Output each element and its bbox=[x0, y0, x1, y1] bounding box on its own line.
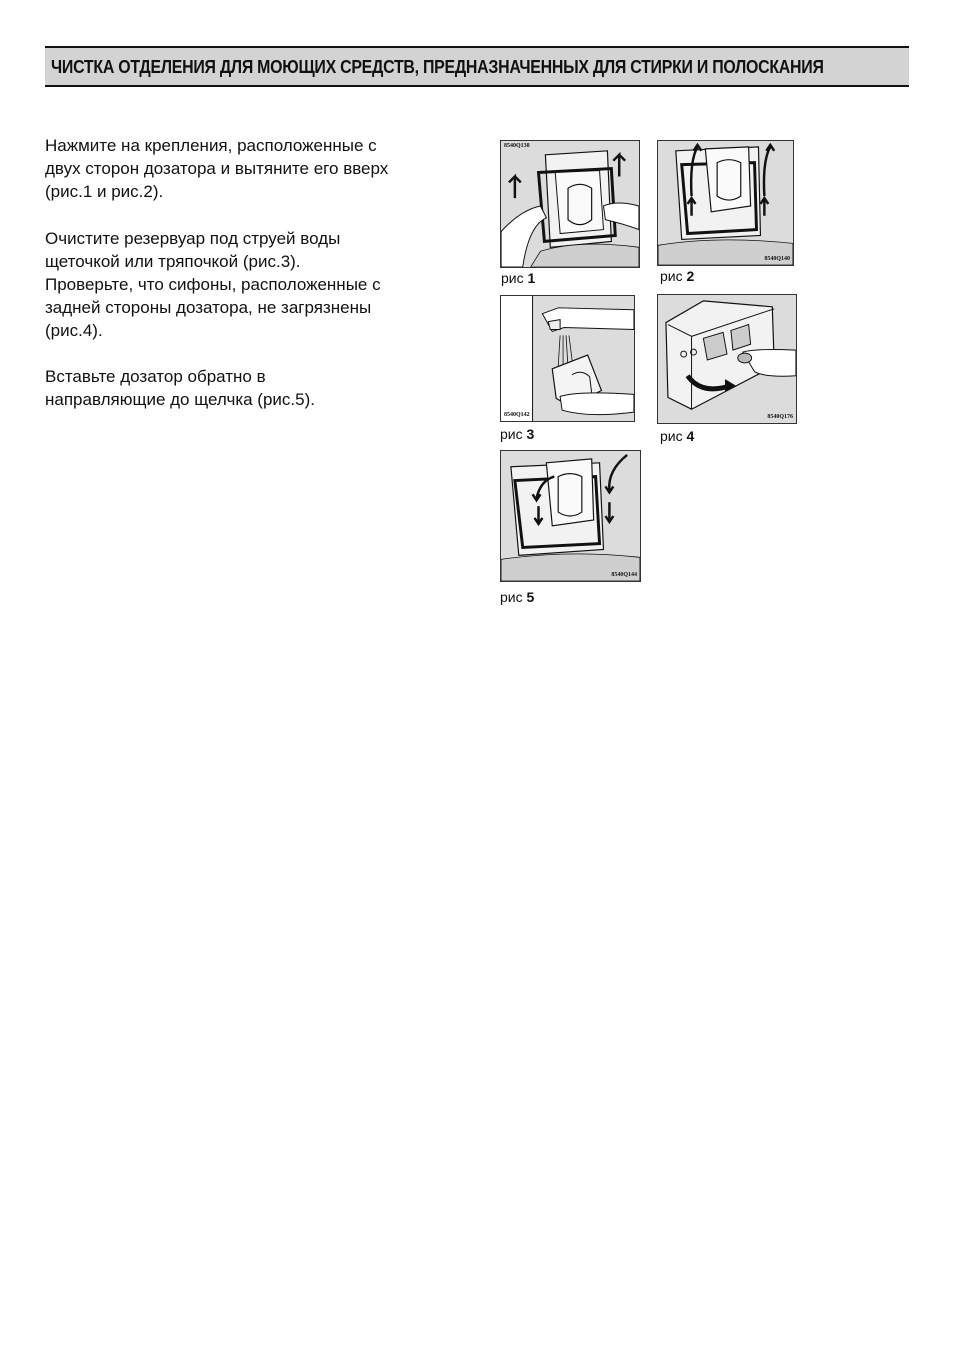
dispenser-removal-illustration bbox=[501, 141, 639, 267]
instruction-paragraph-1 bbox=[45, 134, 465, 203]
figure-code: 8540Q142 bbox=[504, 412, 530, 418]
section-title: ЧИСТКА ОТДЕЛЕНИЯ ДЛЯ МОЮЩИХ СРЕДСТВ, ПРЕДНАЗНАЧЕННЫХ ДЛЯ СТИРКИ И ПОЛОСКАНИЯ bbox=[51, 55, 824, 77]
figure-4-illustration bbox=[657, 294, 797, 424]
figure-1-illustration bbox=[500, 140, 640, 268]
caption-prefix: рис bbox=[500, 589, 523, 605]
figure-code: 8540Q138 bbox=[504, 143, 530, 149]
figure-3-caption bbox=[500, 426, 534, 442]
paragraph-text: Вставьте дозатор обратно в направляющие до щелчка (рис.5). bbox=[45, 367, 315, 409]
figure-2-caption bbox=[660, 268, 694, 284]
caption-prefix: рис bbox=[660, 428, 683, 444]
dispenser-lift-illustration bbox=[658, 141, 793, 265]
figure-code: 8540Q140 bbox=[764, 256, 790, 262]
caption-number: 4 bbox=[686, 428, 695, 444]
caption-number: 2 bbox=[686, 268, 695, 284]
figure-5-illustration bbox=[500, 450, 641, 582]
figure-2-illustration bbox=[657, 140, 794, 266]
figure-code: 8540Q144 bbox=[611, 572, 637, 578]
caption-number: 5 bbox=[526, 589, 535, 605]
caption-number: 3 bbox=[526, 426, 535, 442]
figure-5-caption bbox=[500, 589, 534, 605]
instruction-paragraph-2 bbox=[45, 227, 465, 342]
siphon-check-illustration bbox=[658, 295, 796, 423]
figure-3-illustration bbox=[500, 295, 635, 422]
caption-prefix: рис bbox=[500, 426, 523, 442]
section-header bbox=[45, 46, 909, 87]
caption-prefix: рис bbox=[501, 270, 524, 286]
dispenser-insert-illustration bbox=[501, 451, 640, 581]
dispenser-washing-illustration bbox=[501, 296, 634, 421]
paragraph-text: Очистите резервуар под струей воды щеточкой или тряпочкой (рис.3). Проверьте, что сифоны, расположенные с задней стороны дозатора, не загрязнены (рис.4). bbox=[45, 229, 381, 340]
figure-4-caption bbox=[660, 428, 694, 444]
figure-1-caption bbox=[501, 270, 535, 286]
caption-prefix: рис bbox=[660, 268, 683, 284]
caption-number: 1 bbox=[527, 270, 536, 286]
paragraph-text: Нажмите на крепления, расположенные с двух сторон дозатора и вытяните его вверх (рис.1 и рис.2). bbox=[45, 136, 389, 201]
figure-code: 8540Q176 bbox=[767, 414, 793, 420]
instruction-paragraph-3 bbox=[45, 365, 465, 411]
